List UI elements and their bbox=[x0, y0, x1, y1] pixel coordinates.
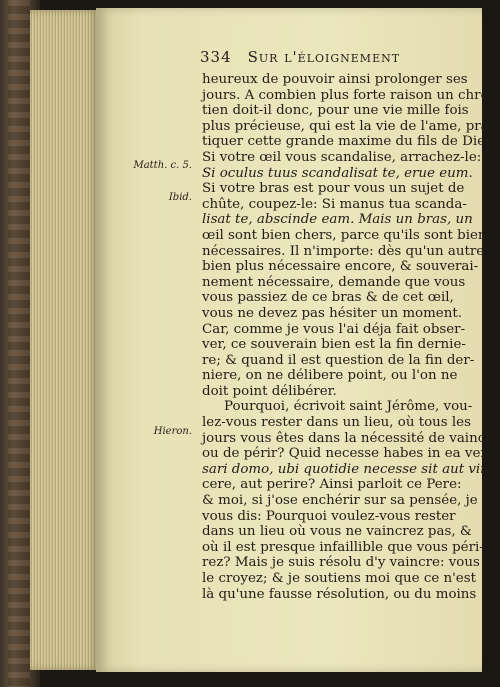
text-line: sari domo, ubi quotidie necesse sit aut vin- bbox=[202, 461, 494, 477]
page-edges bbox=[30, 10, 100, 670]
text-line: tiquer cette grande maxime du fils de Dieu: bbox=[202, 134, 499, 150]
running-title: Sur l'éloignement bbox=[247, 48, 401, 66]
margin-note-ibid: Ibid. bbox=[168, 192, 192, 203]
text-line: Si votre bras est pour vous un sujet de bbox=[202, 181, 465, 197]
text-line: lez-vous rester dans un lieu, où tous les bbox=[202, 415, 471, 431]
text-line: jours vous êtes dans la nécessité de vaincre bbox=[202, 430, 500, 446]
text-line: tien doit-il donc, pour une vie mille fois bbox=[202, 103, 469, 119]
text-line: vous passiez de ce bras & de cet œil, bbox=[202, 290, 454, 306]
text-line: Si votre œil vous scandalise, arrachez-le: bbox=[202, 149, 482, 165]
text-line: plus précieuse, qui est la vie de l'ame, pra- bbox=[202, 118, 494, 134]
text-line: là qu'une fausse résolution, ou du moins bbox=[202, 586, 477, 602]
text-line: vous dis: Pourquoi voulez-vous rester bbox=[202, 508, 456, 524]
text-line: nement nécessaire, demande que vous bbox=[202, 274, 466, 290]
text-line: vous ne devez pas hésiter un moment. bbox=[202, 305, 462, 321]
text-line: ou de périr? Quid necesse habes in ea ver- bbox=[202, 446, 492, 462]
text-line: cere, aut perire? Ainsi parloit ce Pere: bbox=[202, 477, 462, 493]
text-line: le croyez; & je soutiens moi que ce n'est bbox=[202, 571, 476, 586]
text-line: niere, on ne délibere point, ou l'on ne bbox=[202, 368, 458, 384]
text-line: chûte, coupez-le: Si manus tua scanda- bbox=[202, 196, 467, 212]
text-line: Pourquoi, écrivoit saint Jérôme, vou- bbox=[224, 399, 473, 415]
margin-note-matth: Matth. c. 5. bbox=[133, 160, 192, 171]
text-line: ver, ce souverain bien est la fin dernie- bbox=[202, 337, 466, 353]
page-text bbox=[202, 72, 500, 602]
text-line: re; & quand il est question de la fin der- bbox=[202, 352, 475, 368]
text-line: doit point délibérer. bbox=[202, 383, 337, 399]
text-line: où il est presque infaillible que vous péri- bbox=[202, 539, 484, 555]
text-line: heureux de pouvoir ainsi prolonger ses bbox=[202, 72, 468, 87]
margin-note-hieron: Hieron. bbox=[153, 426, 192, 437]
text-line: Car, comme je vous l'ai déja fait obser- bbox=[202, 321, 466, 337]
text-line: bien plus nécessaire encore, & souverai- bbox=[202, 259, 479, 275]
text-line: dans un lieu où vous ne vaincrez pas, & bbox=[202, 524, 472, 540]
text-line: nécessaires. Il n'importe: dès qu'un autre bbox=[202, 243, 485, 259]
page-header bbox=[200, 48, 460, 66]
text-line: lisat te, abscinde eam. Mais un bras, un bbox=[202, 212, 473, 228]
text-line: œil sont bien chers, parce qu'ils sont bien bbox=[202, 227, 487, 243]
text-line: Si oculus tuus scandalisat te, erue eum. bbox=[202, 165, 473, 181]
text-line: rez? Mais je suis résolu d'y vaincre: vous bbox=[202, 555, 480, 571]
text-line: jours. A combien plus forte raison un chré- bbox=[202, 87, 494, 103]
text-line: & moi, si j'ose enchérir sur sa pensée, je bbox=[202, 493, 478, 509]
page-number: 334 bbox=[200, 48, 232, 66]
